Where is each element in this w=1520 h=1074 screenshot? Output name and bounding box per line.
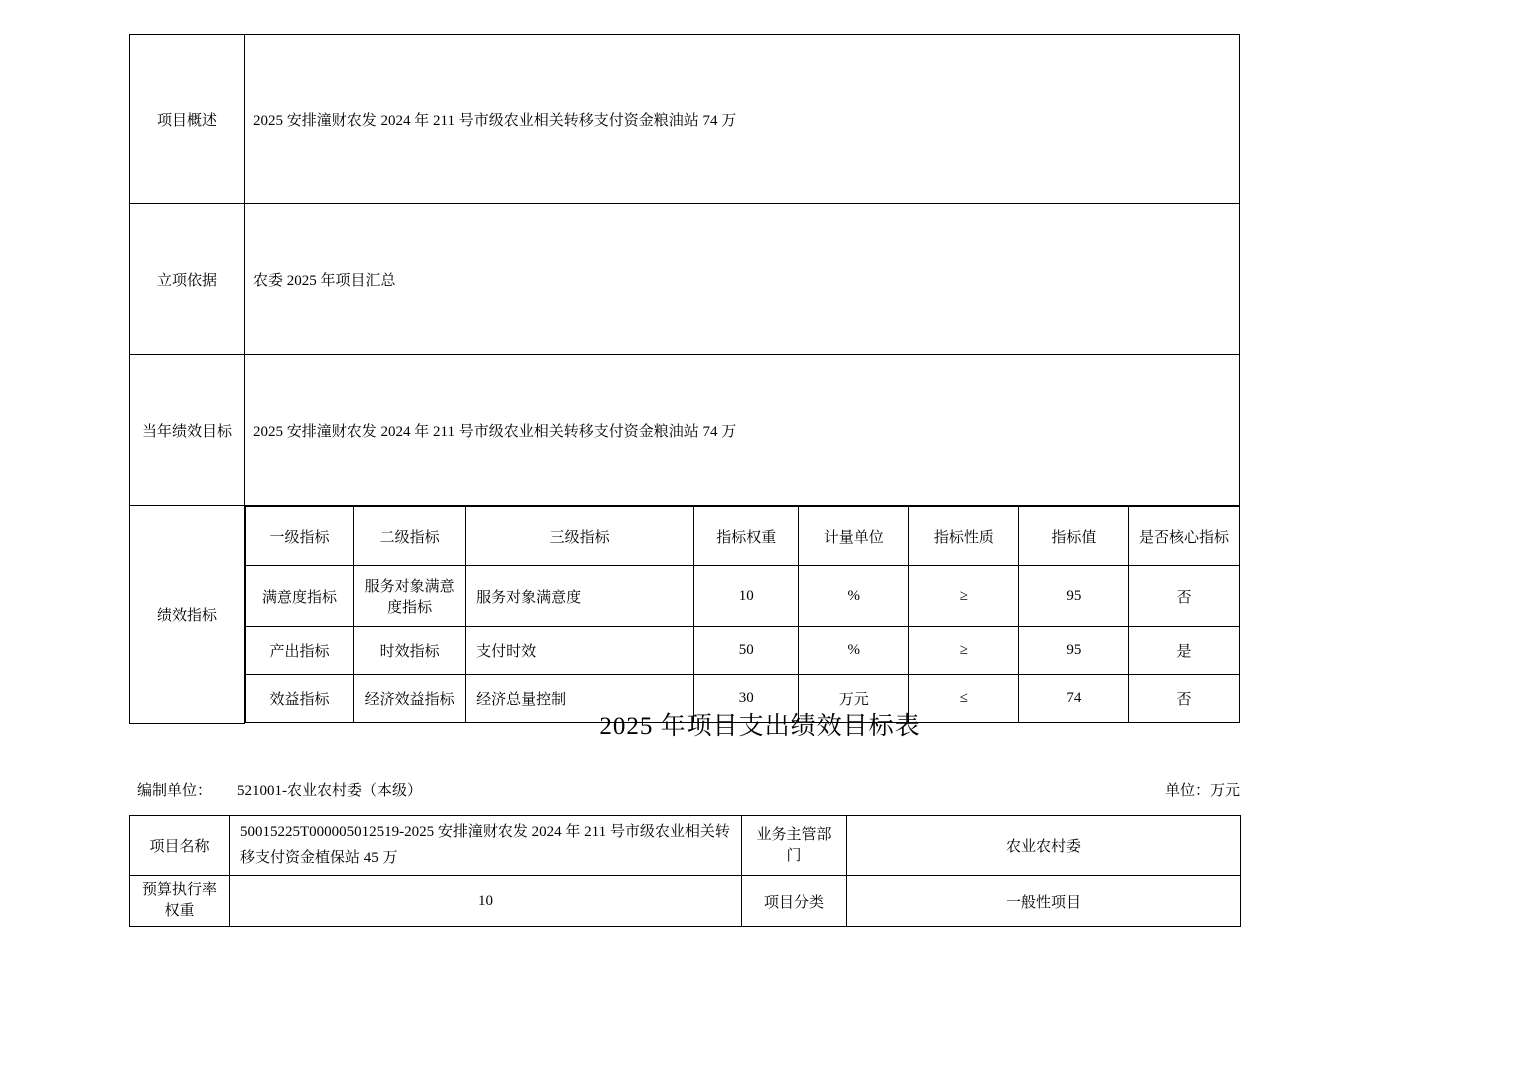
category-value: 一般性项目 <box>847 876 1241 927</box>
table-row-basis <box>130 204 1240 355</box>
indicator-header-level3: 三级指标 <box>466 507 694 566</box>
table-row <box>130 816 1241 876</box>
indicator-unit: % <box>799 566 909 627</box>
indicator-level1: 效益指标 <box>246 675 354 723</box>
table-row-overview <box>130 35 1240 204</box>
compiler-value: 521001-农业农村委（本级） <box>237 783 423 799</box>
indicator-header-row <box>246 507 1240 566</box>
category-label: 项目分类 <box>742 876 847 927</box>
dept-value: 农业农村委 <box>847 816 1241 876</box>
indicator-value: 95 <box>1019 627 1129 675</box>
row-value-basis: 农委 2025 年项目汇总 <box>245 204 1240 355</box>
table-row <box>246 627 1240 675</box>
indicator-level3: 经济总量控制 <box>466 675 694 723</box>
compiler-label: 编制单位： <box>137 783 213 799</box>
indicator-value: 74 <box>1019 675 1129 723</box>
indicator-header-weight: 指标权重 <box>694 507 799 566</box>
project-info-table <box>129 815 1241 927</box>
table-row <box>130 876 1241 927</box>
indicator-nature: ≥ <box>909 566 1019 627</box>
indicator-nature: ≥ <box>909 627 1019 675</box>
row-label-basis: 立项依据 <box>130 204 245 355</box>
row-label-annual-goal: 当年绩效目标 <box>130 355 245 506</box>
indicator-level3: 支付时效 <box>466 627 694 675</box>
performance-target-table <box>129 34 1240 724</box>
indicator-core: 是 <box>1129 627 1239 675</box>
indicator-subtable-cell <box>245 506 1240 724</box>
indicator-header-value: 指标值 <box>1019 507 1129 566</box>
table-row-indicators <box>130 506 1240 724</box>
table-row-annual-goal <box>130 355 1240 506</box>
row-label-indicators: 绩效指标 <box>130 506 245 724</box>
indicator-weight: 30 <box>694 675 799 723</box>
indicator-level2: 时效指标 <box>354 627 466 675</box>
compiler-info <box>137 779 422 800</box>
indicator-unit: 万元 <box>799 675 909 723</box>
indicator-level1: 满意度指标 <box>246 566 354 627</box>
project-name-value: 50015225T000005012519-2025 安排潼财农发 2024 年 211 号市级农业相关转移支付资金植保站 45 万 <box>230 816 742 876</box>
row-value-overview: 2025 安排潼财农发 2024 年 211 号市级农业相关转移支付资金粮油站 74 万 <box>245 35 1240 204</box>
project-name-label: 项目名称 <box>130 816 230 876</box>
amount-unit-label: 单位：万元 <box>1164 783 1240 799</box>
table-row <box>246 566 1240 627</box>
indicator-weight: 10 <box>694 566 799 627</box>
indicator-header-level1: 一级指标 <box>246 507 354 566</box>
indicator-header-level2: 二级指标 <box>354 507 466 566</box>
indicator-core: 否 <box>1129 566 1239 627</box>
indicator-level2: 经济效益指标 <box>354 675 466 723</box>
indicator-level2: 服务对象满意度指标 <box>354 566 466 627</box>
indicator-table <box>245 506 1240 723</box>
page-title: 2025 年项目支出绩效目标表 <box>599 713 921 740</box>
indicator-core: 否 <box>1129 675 1239 723</box>
indicator-unit: % <box>799 627 909 675</box>
row-label-overview: 项目概述 <box>130 35 245 204</box>
indicator-value: 95 <box>1019 566 1129 627</box>
dept-label: 业务主管部门 <box>742 816 847 876</box>
row-value-annual-goal: 2025 安排潼财农发 2024 年 211 号市级农业相关转移支付资金粮油站 74 万 <box>245 355 1240 506</box>
indicator-header-nature: 指标性质 <box>909 507 1019 566</box>
exec-rate-label: 预算执行率权重 <box>130 876 230 927</box>
indicator-weight: 50 <box>694 627 799 675</box>
indicator-header-core: 是否核心指标 <box>1129 507 1239 566</box>
indicator-level1: 产出指标 <box>246 627 354 675</box>
indicator-header-unit: 计量单位 <box>799 507 909 566</box>
exec-rate-value: 10 <box>230 876 742 927</box>
indicator-level3: 服务对象满意度 <box>466 566 694 627</box>
indicator-nature: ≤ <box>909 675 1019 723</box>
